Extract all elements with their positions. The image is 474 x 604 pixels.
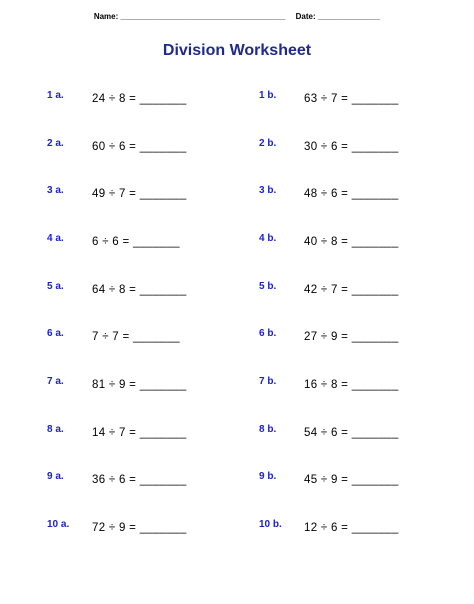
problem-label: 1 b.	[259, 90, 277, 101]
problem-label: 1 a.	[47, 90, 64, 101]
problem-label: 5 a.	[47, 281, 64, 292]
problem-label: 7 b.	[259, 376, 277, 387]
problem-label: 8 b.	[259, 424, 277, 435]
problem-label: 2 a.	[47, 138, 64, 149]
date-label: Date:	[295, 12, 316, 21]
date-blank: ______________	[317, 12, 381, 21]
problem-label: 10 a.	[47, 519, 70, 530]
problem-expression: 42 ÷ 7 = _______	[304, 284, 399, 296]
problem-expression: 14 ÷ 7 = _______	[92, 427, 187, 439]
problem-expression: 36 ÷ 6 = _______	[92, 474, 187, 486]
problem-expression: 64 ÷ 8 = _______	[92, 284, 187, 296]
problem-expression: 24 ÷ 8 = _______	[92, 93, 187, 105]
problem-label: 9 a.	[47, 471, 64, 482]
problem-label: 4 a.	[47, 233, 64, 244]
problem-label: 4 b.	[259, 233, 277, 244]
problem-expression: 6 ÷ 6 = _______	[92, 236, 180, 248]
problem-expression: 7 ÷ 7 = _______	[92, 331, 180, 343]
problem-expression: 60 ÷ 6 = _______	[92, 141, 187, 153]
problem-expression: 54 ÷ 6 = _______	[304, 427, 399, 439]
problem-label: 7 a.	[47, 376, 64, 387]
problem-label: 6 b.	[259, 328, 277, 339]
problem-expression: 16 ÷ 8 = _______	[304, 379, 399, 391]
name-blank: _____________________________________	[120, 12, 286, 21]
problem-label: 2 b.	[259, 138, 277, 149]
worksheet-title: Division Worksheet	[162, 42, 312, 59]
problem-label: 5 b.	[259, 281, 277, 292]
name-label: Name:	[93, 12, 119, 21]
problem-label: 6 a.	[47, 328, 64, 339]
problem-expression: 12 ÷ 6 = _______	[304, 522, 399, 534]
problem-label: 3 a.	[47, 185, 64, 196]
problem-expression: 72 ÷ 9 = _______	[92, 522, 187, 534]
problem-expression: 45 ÷ 9 = _______	[304, 474, 399, 486]
problem-expression: 40 ÷ 8 = _______	[304, 236, 399, 248]
problem-expression: 49 ÷ 7 = _______	[92, 188, 187, 200]
problem-expression: 27 ÷ 9 = _______	[304, 331, 399, 343]
problem-label: 10 b.	[259, 519, 282, 530]
problem-label: 8 a.	[47, 424, 64, 435]
problem-expression: 48 ÷ 6 = _______	[304, 188, 399, 200]
problem-expression: 30 ÷ 6 = _______	[304, 141, 399, 153]
name-date-line	[0, 12, 474, 21]
problem-label: 3 b.	[259, 185, 277, 196]
problem-expression: 81 ÷ 9 = _______	[92, 379, 187, 391]
problem-label: 9 b.	[259, 471, 277, 482]
problem-expression: 63 ÷ 7 = _______	[304, 93, 399, 105]
